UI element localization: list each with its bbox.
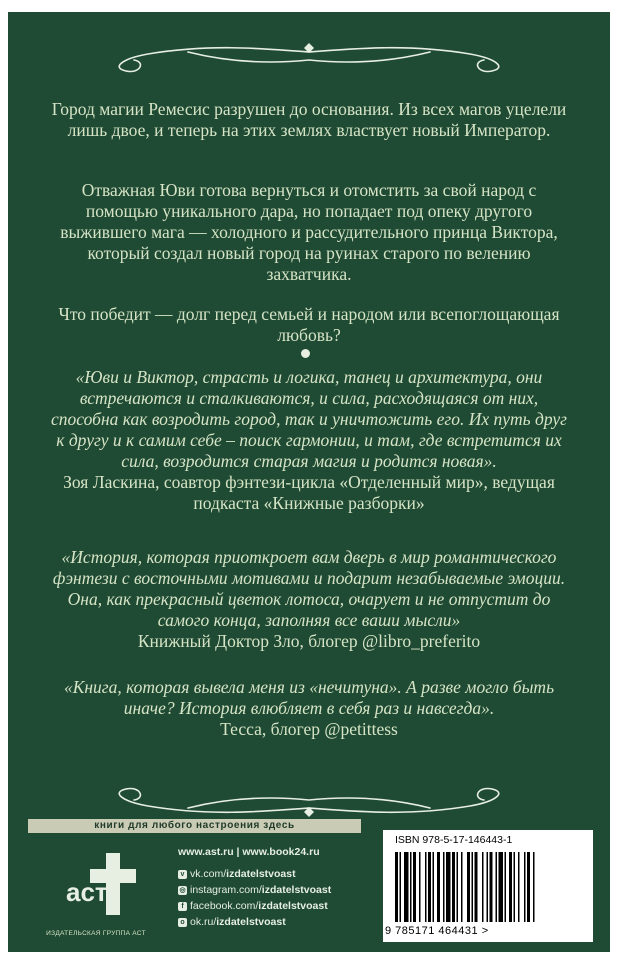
barcode-digits: 9 785171 464431 > — [385, 925, 489, 937]
barcode-icon — [393, 852, 583, 924]
quote-author: Книжный Доктор Зло, блогер @libro_preferito — [137, 631, 481, 651]
back-cover — [8, 12, 610, 952]
quote-text: «История, которая приоткроет вам дверь в мир романтического фэнтези с восточными мотивами и подарит незабываемые эмоции. Она, как прекрасный цветок лотоса, очарует и не отпустит до самого конца, заполняя все ваши мысли» — [52, 547, 566, 630]
social-link-facebook[interactable]: f facebook.com/ izdatelstvoast — [178, 899, 331, 913]
review-quote-1 — [48, 367, 570, 514]
blurb-paragraph-3: Что победит — долг перед семьей и народом или всепоглощающая любовь? — [58, 304, 560, 345]
barcode-panel — [383, 830, 593, 942]
facebook-icon: f — [178, 902, 187, 911]
vk-icon: v — [178, 870, 187, 879]
publisher-name: ИЗДАТЕЛЬСКАЯ ГРУППА АСТ — [46, 930, 146, 937]
quote-author: Тесса, блогер @petittess — [220, 719, 398, 739]
quote-text: «Книга, которая вывела меня из «нечитуна». А разве могло быть иначе? История влюбляет в себя раз и навсегда». — [63, 677, 555, 718]
social-link-ok[interactable]: o ok.ru/ izdatelstvoast — [178, 915, 331, 929]
website-urls[interactable]: www.ast.ru | www.book24.ru — [178, 846, 320, 858]
ornament-bottom — [8, 780, 610, 820]
blurb-paragraph-1: Город магии Ремесис разрушен до основания. Из всех магов уцелели лишь двое, и теперь на этих землях властвует новый Император. — [51, 99, 567, 140]
publisher-links — [178, 846, 331, 931]
social-link-instagram[interactable]: ◎ instagram.com/ izdatelstvoast — [179, 884, 332, 896]
review-quote-3 — [48, 677, 570, 740]
quote-author: Зоя Ласкина, соавтор фэнтези-цикла «Отделенный мир», ведущая подкаста «Книжные разборки» — [63, 472, 555, 513]
quote-text: «Юви и Виктор, страсть и логика, танец и архитектура, они встречаются и сталкиваются, и сила, расходящаяся от них, способна как возродить город, так и уничтожить его. Их путь друг к другу и к самим себе – поиск гармонии, и там, где встретится их сила, возродится старая магия и родится новая». — [51, 367, 567, 471]
review-quote-2 — [48, 547, 570, 652]
blurb-paragraph-2: Отважная Юви готова вернуться и отомстить за свой народ с помощью уникального дара, но попадает под опеку другого выжившего мага — холодного и рассудительного принца Виктора, который создал новый город на руинах старого по велению захватчика. — [60, 180, 558, 284]
separator-dot — [301, 349, 310, 358]
ornament-top — [8, 40, 610, 80]
isbn-number: ISBN 978-5-17-146443-1 — [395, 834, 513, 846]
logo-text: аст — [66, 877, 108, 907]
ast-logo-icon — [62, 849, 148, 919]
instagram-icon: ◎ — [179, 886, 186, 894]
social-link-vk[interactable]: v vk.com/ izdatelstvoast — [178, 867, 331, 881]
slogan-strip: книги для любого настроения здесь — [28, 819, 361, 833]
ok-icon: o — [178, 918, 187, 927]
